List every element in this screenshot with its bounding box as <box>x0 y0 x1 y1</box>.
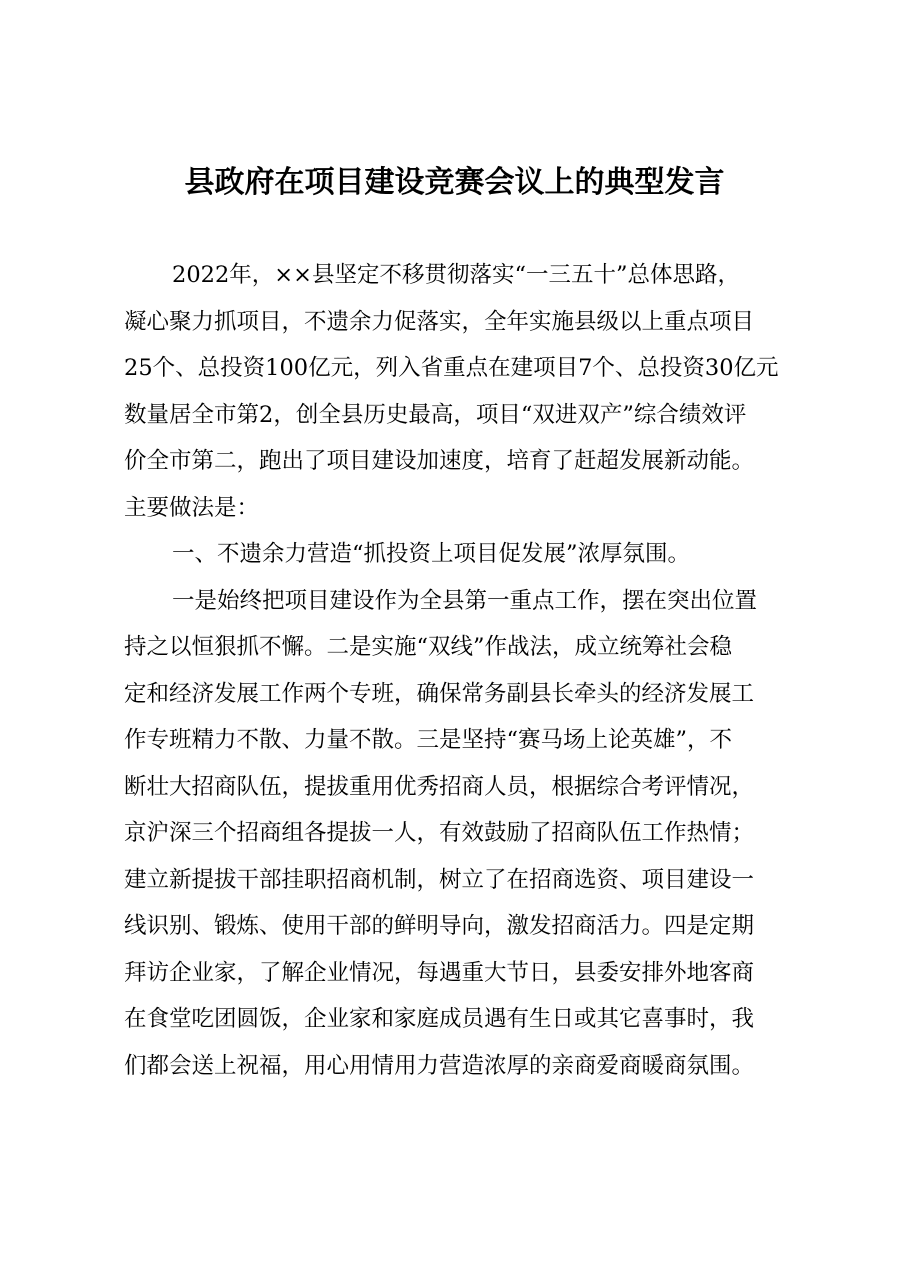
paragraph-line: 2022年，××县坚定不移贯彻落实“一三五十”总体思路， <box>172 262 740 288</box>
paragraph-line: 数量居全市第2，创全县历史最高，项目“双进双产”综合绩效评 <box>124 401 747 428</box>
paragraph-line: 作专班精力不散、力量不散。三是坚持“赛马场上论英雄”，不 <box>124 727 733 753</box>
document-body <box>124 252 824 1089</box>
paragraph-line: 们都会送上祝福，用心用情用力营造浓厚的亲商爱商暖商氛围。 <box>124 1052 755 1079</box>
paragraph-line: 持之以恒狠抓不懈。二是实施“双线”作战法，成立统筹社会稳 <box>124 634 733 660</box>
paragraph-line: 建立新提拔干部挂职招商机制，树立了在招商选资、项目建设一 <box>124 866 755 893</box>
paragraph-line: 定和经济发展工作两个专班，确保常务副县长牵头的经济发展工 <box>124 680 755 707</box>
section-heading <box>124 531 824 578</box>
section-heading-line: 一、不遗余力营造“抓投资上项目促发展”浓厚氛围。 <box>172 541 691 567</box>
paragraph-line: 主要做法是： <box>124 494 260 521</box>
paragraph-line: 断壮大招商队伍，提拔重用优秀招商人员，根据综合考评情况， <box>124 773 755 800</box>
paragraph-line: 凝心聚力抓项目，不遗余力促落实，全年实施县级以上重点项目 <box>124 308 755 335</box>
paragraph-line: 在食堂吃团圆饭，企业家和家庭成员遇有生日或其它喜事时，我 <box>124 1006 755 1032</box>
paragraph-line: 25个、总投资100亿元，列入省重点在建项目7个、总投资30亿元 <box>124 355 779 381</box>
paragraph-line: 拜访企业家，了解企业情况，每遇重大节日，县委安排外地客商 <box>124 959 755 986</box>
paragraph-line: 京沪深三个招商组各提拔一人，有效鼓励了招商队伍工作热情； <box>124 820 755 846</box>
paragraph-intro <box>124 252 824 531</box>
paragraph-details <box>124 578 824 1090</box>
paragraph-line: 一是始终把项目建设作为全县第一重点工作，摆在突出位置 <box>172 587 758 614</box>
paragraph-line: 价全市第二，跑出了项目建设加速度，培育了赶超发展新动能。 <box>124 448 755 474</box>
paragraph-line: 线识别、锻炼、使用干部的鲜明导向，激发招商活力。四是定期 <box>124 913 755 939</box>
document-title: 县政府在项目建设竞赛会议上的典型发言 <box>184 165 725 200</box>
